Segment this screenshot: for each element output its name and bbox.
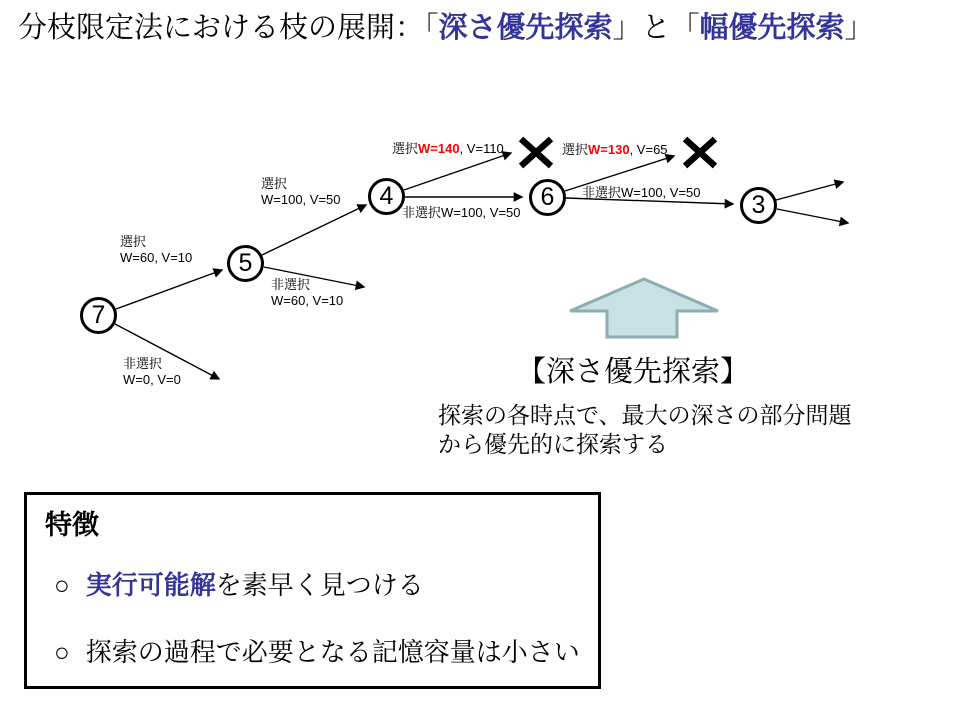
feasible-solution-highlight: 実行可能解 [85, 570, 216, 600]
description-line2: から優先的に探索する [438, 431, 668, 457]
node-label: 6 [540, 183, 555, 211]
edge-3-out-lower [777, 209, 848, 223]
edge-label-4-reject [402, 205, 521, 221]
up-block-arrow-icon [570, 279, 718, 337]
depth-first-search-description [438, 401, 852, 459]
node-label: 5 [238, 249, 253, 277]
edge-3-out-upper [776, 182, 843, 200]
edge-label-prefix: 選択 [392, 141, 419, 156]
edge-label-6-reject [582, 185, 701, 201]
tree-node-6 [529, 179, 566, 216]
features-heading: 特徴 [45, 510, 99, 540]
edge-label-line1: 非選択 [123, 356, 163, 371]
title-suffix: 」 [844, 12, 874, 44]
edge-label-weight-exceeded: W=140 [418, 141, 460, 156]
features-box [24, 492, 601, 689]
feature-item-1 [54, 565, 424, 602]
prune-x-icon-right [685, 139, 715, 166]
edge-label-text: 非選択W=100, V=50 [402, 205, 521, 220]
title-prefix: 分枝限定法における枝の展開：「 [18, 12, 439, 44]
node-label: 4 [379, 182, 394, 210]
tree-node-7 [80, 297, 117, 334]
edge-5-to-4 [262, 205, 366, 255]
edge-label-line1: 選択 [120, 234, 147, 249]
edge-label-line1: 非選択 [271, 277, 311, 292]
edge-label-root-select [120, 234, 192, 266]
edge-label-rest: , V=110 [459, 141, 504, 156]
edge-label-prefix: 選択 [562, 142, 589, 157]
feature-item-2 [54, 632, 580, 669]
edge-label-root-reject [123, 356, 181, 388]
title-middle: 」と「 [612, 12, 700, 44]
edge-label-5-reject [271, 277, 343, 309]
edge-label-line2: W=0, V=0 [123, 372, 181, 387]
tree-edges [115, 153, 848, 379]
edge-label-6-select [562, 142, 668, 158]
tree-node-4 [368, 178, 405, 215]
edge-label-weight-exceeded: W=130 [588, 142, 630, 157]
tree-node-5 [227, 245, 264, 282]
prune-x-icon-left [521, 139, 551, 166]
edge-label-text: 非選択W=100, V=50 [582, 185, 701, 200]
feature-text [86, 565, 424, 602]
edge-label-line2: W=60, V=10 [120, 250, 193, 265]
edge-label-line2: W=60, V=10 [271, 293, 344, 308]
node-label: 3 [751, 191, 766, 219]
circle-bullet-icon: ○ [54, 637, 70, 667]
title-depth-first-search: 深さ優先探索 [438, 12, 613, 44]
edge-label-5-select [261, 176, 341, 208]
edge-label-rest: , V=65 [629, 142, 668, 157]
edge-label-4-select [392, 141, 504, 157]
edge-7-to-5 [116, 270, 222, 309]
title-breadth-first-search: 幅優先探索 [699, 12, 845, 44]
tree-node-3 [740, 187, 777, 224]
description-line1: 探索の各時点で、最大の深さの部分問題 [438, 402, 852, 428]
node-label: 7 [91, 301, 106, 329]
edge-label-line1: 選択 [261, 176, 288, 191]
edge-4-select-pruned [404, 153, 511, 190]
feature-text: 探索の過程で必要となる記憶容量は小さい [85, 637, 580, 667]
circle-bullet-icon: ○ [54, 570, 70, 600]
depth-first-search-caption: 【深さ優先探索】 [517, 356, 750, 388]
feature-text-rest: を素早く見つける [215, 570, 424, 600]
edge-label-line2: W=100, V=50 [261, 192, 341, 207]
